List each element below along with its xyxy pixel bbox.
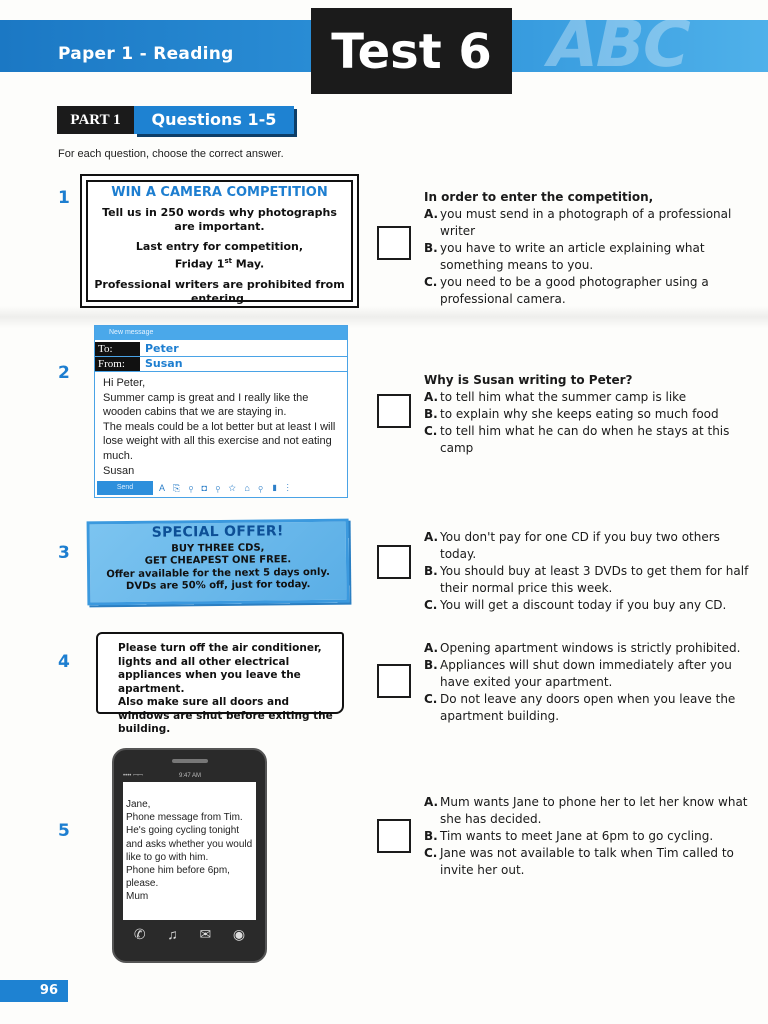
- option-b: B. Appliances will shut down immediately after you have exited your apartment.: [424, 658, 732, 689]
- music-icon: ♫: [167, 926, 178, 942]
- apartment-notice: [96, 632, 344, 735]
- special-offer-notice: [87, 519, 350, 606]
- part-tag: PART 1: [57, 106, 134, 134]
- toolbar-icons: A ⎘ ⚲ ◘ ⚲ ☆ ⌂ ⚲ ▮ ⋮: [159, 483, 292, 493]
- message-greeting: Hi Peter,: [103, 377, 146, 389]
- instruction-text: For each question, choose the correct answer.: [58, 148, 284, 160]
- offer-line: BUY THREE CDS,: [171, 542, 265, 555]
- option-c: C. Do not leave any doors open when you leave the apartment building.: [424, 692, 736, 723]
- option-b: B. to explain why she keeps eating so much food: [424, 407, 719, 421]
- question-number-3: 3: [58, 543, 70, 563]
- phone-screen: [123, 782, 256, 920]
- option-c: C. you need to be a good photographer using a professional camera.: [424, 275, 709, 306]
- phone-speaker: [172, 759, 208, 763]
- page-number: 96: [0, 980, 68, 1002]
- options-question-1: [424, 189, 754, 308]
- to-label: To:: [95, 342, 140, 356]
- notice-line: Tell us in 250 words why photographs are important.: [102, 206, 337, 233]
- offer-line: DVDs are 50% off, just for today.: [125, 579, 311, 593]
- message-body: [103, 376, 343, 478]
- option-a: A. to tell him what the summer camp is like: [424, 390, 687, 404]
- option-a: A. you must send in a photograph of a professional writer: [424, 207, 732, 238]
- option-b: B. Tim wants to meet Jane at 6pm to go cycling.: [424, 829, 714, 843]
- phone-call-icon: ✆: [133, 925, 146, 942]
- options-question-3: [424, 529, 754, 614]
- question-number-5: 5: [58, 821, 70, 841]
- options-question-4: [424, 640, 754, 725]
- phone-illustration: [112, 748, 267, 963]
- globe-icon: ◉: [232, 925, 246, 942]
- paper-label: Paper 1 - Reading: [58, 44, 234, 64]
- option-c: C. You will get a discount today if you buy any CD.: [424, 598, 727, 612]
- send-button[interactable]: Send: [97, 481, 153, 495]
- offer-line: GET CHEAPEST ONE FREE.: [144, 554, 292, 567]
- option-b: B. you have to write an article explaining what something means to you.: [424, 241, 705, 272]
- answer-checkbox-4[interactable]: [377, 664, 411, 698]
- option-a: A. Opening apartment windows is strictly prohibited.: [424, 641, 741, 655]
- phone-dock: [123, 922, 256, 946]
- question-number-1: 1: [58, 188, 70, 208]
- offer-line: Offer available for the next 5 days only.: [106, 566, 330, 580]
- option-c: C. to tell him what he can do when he stays at this camp: [424, 424, 730, 455]
- option-b: B. You should buy at least 3 DVDs to get them for half their normal price this week.: [424, 564, 749, 595]
- message-header-bar: New message: [95, 326, 347, 340]
- answer-checkbox-3[interactable]: [377, 545, 411, 579]
- notice-line: Last entry for competition, Friday 1st May.: [135, 240, 304, 271]
- phone-status-bar: [123, 771, 256, 781]
- test-title: Test 6: [311, 8, 512, 94]
- from-row: [95, 357, 347, 372]
- mail-icon: ✉: [199, 925, 212, 942]
- message-toolbar: [97, 481, 345, 495]
- option-c: C. Jane was not available to talk when Tim called to invite her out.: [424, 846, 734, 877]
- notice-text: Please turn off the air conditioner, lights and all other electrical appliances when you leave the apartment. Also make sure all doors and windows are shut before exiting the building.: [118, 642, 333, 735]
- to-row: [95, 342, 347, 357]
- header-ghost-letters: ABC: [540, 8, 696, 82]
- message-paragraph: The meals could be a lot better but at least I will lose weight with all this exercise and not eating much.: [103, 420, 336, 462]
- message-window: [94, 325, 348, 498]
- question-stem: In order to enter the competition,: [424, 190, 654, 204]
- status-time: 9:47 AM: [179, 773, 202, 779]
- part-questions-label: Questions 1-5: [134, 106, 294, 134]
- question-number-2: 2: [58, 363, 70, 383]
- option-a: A. Mum wants Jane to phone her to let her know what she has decided.: [424, 795, 748, 826]
- from-value: Susan: [145, 357, 183, 370]
- question-number-4: 4: [58, 652, 70, 672]
- options-question-5: [424, 794, 754, 879]
- question-stem: Why is Susan writing to Peter?: [424, 373, 633, 387]
- signal-icon: •••• ꟷꟷ: [123, 773, 143, 779]
- message-signature: Susan: [103, 464, 135, 477]
- answer-checkbox-5[interactable]: [377, 819, 411, 853]
- competition-notice: [80, 174, 359, 308]
- phone-message: Jane, Phone message from Tim. He's going cycling tonight and asks whether you would like to go with him. Phone him before 6pm, please. Mum: [126, 799, 253, 903]
- notice-title: WIN A CAMERA COMPETITION: [111, 185, 328, 200]
- answer-checkbox-1[interactable]: [377, 226, 411, 260]
- notice-line: Professional writers are prohibited from entering.: [94, 277, 345, 305]
- to-value: Peter: [145, 342, 179, 355]
- offer-title: SPECIAL OFFER!: [151, 523, 284, 541]
- message-paragraph: Summer camp is great and I really like the wooden cabins that we are staying in.: [103, 391, 309, 419]
- answer-checkbox-2[interactable]: [377, 394, 411, 428]
- options-question-2: [424, 372, 754, 457]
- from-label: From:: [95, 357, 140, 371]
- option-a: A. You don't pay for one CD if you buy two others today.: [424, 530, 720, 561]
